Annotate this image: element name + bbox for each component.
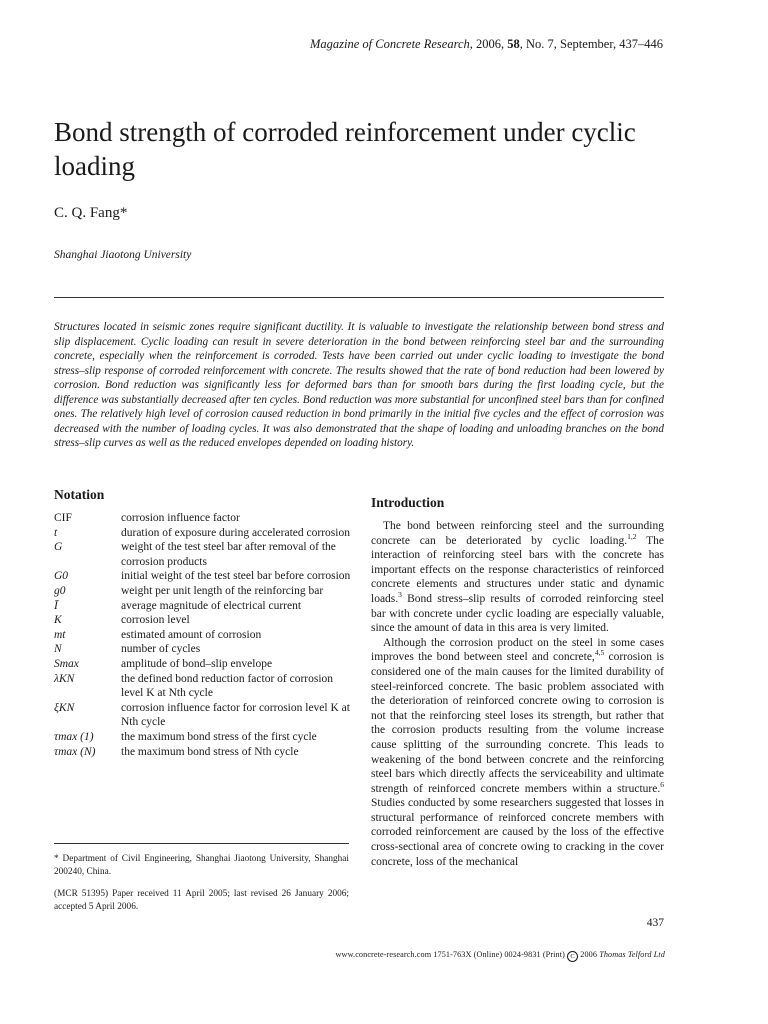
- notation-definition: weight of the test steel bar after removal of the corrosion products: [121, 541, 336, 568]
- notation-row: [54, 613, 354, 628]
- journal-name: Magazine of Concrete Research: [309, 37, 470, 51]
- introduction-heading: Introduction: [371, 495, 445, 510]
- notation-row: [54, 701, 354, 730]
- notation-symbol: G0: [54, 570, 69, 583]
- notation-definition: the defined bond reduction factor of corrosion level K at Nth cycle: [121, 672, 334, 700]
- footer-publisher: Thomas Telford Ltd: [599, 950, 665, 959]
- affiliation: Shanghai Jiaotong University: [54, 249, 192, 261]
- notation-row: [54, 642, 354, 657]
- citation-ref[interactable]: 6: [660, 779, 664, 789]
- footnote-affiliation: * Department of Civil Engineering, Shanghai Jiaotong University, Shanghai 200240, China.: [54, 854, 349, 877]
- notation-definition: the maximum bond stress of the first cycle: [121, 730, 317, 743]
- notation-row: [54, 526, 354, 541]
- notation-symbol: ξKN: [54, 701, 75, 714]
- author-list: C. Q. Fang*: [54, 205, 128, 221]
- notation-definition: corrosion influence factor: [121, 512, 240, 524]
- notation-row: [54, 628, 354, 643]
- notation-list: [54, 511, 354, 759]
- footnote-divider: [54, 843, 349, 844]
- notation-definition: corrosion influence factor for corrosion level K at Nth cycle: [121, 701, 350, 729]
- introduction-paragraph: The bond between reinforcing steel and the surrounding concrete can be deteriorated by cyclic loading.$^{1,2}$ The interaction of reinforcing steel bars with the concrete has important effects on the response characteristics of reinforced concrete elements and structures under static and dynamic loads.$^3$ Bond stress–slip results of corroded reinforcing steel bar with concrete under cyclic loading are especially valuable, since the amount of data in this area is very limited.: [371, 520, 664, 635]
- footnote-history: (MCR 51395) Paper received 11 April 2005; last revised 26 January 2006; accepted 5 April 2006.: [54, 889, 349, 912]
- page-footer: [55, 950, 665, 962]
- journal-year: 2006,: [476, 37, 505, 51]
- abstract: Structures located in seismic zones require significant ductility. It is valuable to investigate the relationship between bond stress and slip displacement. Cyclic loading can result in severe deterioration in the bond between reinforcing steel bar and the surrounding concrete, especially when the reinforcement is corroded. Tests have been carried out under cyclic loading to investigate the bond stress–slip response of corroded reinforcement with concrete. The results showed that the rate of bond reduction had been lowered by corrosion. Bond reduction was significantly less for deformed bars than for smooth bars during the first loading cycle, but the difference was substantially decreased after ten cycles. Bond reduction was more substantial for unconfined steel bars than for confined ones. The relatively high level of corrosion caused reduction in bond primarily in the initial five cycles and the effect of corrosion was decreased with the number of loading cycles. It was also demonstrated that the shape of loading and unloading branches on the bond stress–slip curves as well as the reduced envelopes depended on loading history.: [54, 321, 664, 449]
- citation-ref[interactable]: 3: [398, 590, 402, 600]
- notation-definition: initial weight of the test steel bar before corrosion: [121, 570, 351, 583]
- citation-ref[interactable]: 1,2: [627, 531, 637, 541]
- notation-symbol: Ī: [54, 599, 58, 612]
- paper-title: Bond strength of corroded reinforcement under cyclic loading: [54, 117, 636, 181]
- notation-heading: Notation: [54, 487, 105, 502]
- journal-issue-pages: , No. 7, September, 437–446: [519, 37, 663, 51]
- notation-symbol: CIF: [54, 512, 72, 524]
- notation-definition: estimated amount of corrosion: [121, 628, 262, 641]
- notation-symbol: N: [54, 643, 62, 656]
- notation-row: [54, 569, 354, 584]
- notation-row: [54, 584, 354, 599]
- notation-definition: average magnitude of electrical current: [121, 599, 302, 612]
- notation-symbol: λKN: [54, 672, 75, 685]
- notation-symbol: G: [54, 541, 63, 554]
- footer-year: 2006: [580, 950, 598, 959]
- header-divider: [54, 297, 664, 298]
- notation-row: [54, 599, 354, 614]
- notation-row: [54, 672, 354, 701]
- journal-volume: 58: [507, 37, 520, 51]
- citation-ref[interactable]: 4,5: [594, 648, 605, 658]
- page-number: 437: [646, 917, 664, 929]
- notation-row: [54, 745, 354, 760]
- notation-definition: weight per unit length of the reinforcing bar: [121, 584, 324, 597]
- notation-definition: duration of exposure during accelerated corrosion: [121, 526, 350, 539]
- journal-citation: Magazine of Concrete Research, 2006, 58, No. 7, September, 437–446: [309, 37, 663, 51]
- notation-row: [54, 511, 354, 526]
- notation-symbol: K: [54, 614, 62, 627]
- notation-symbol: t: [54, 526, 58, 539]
- notation-definition: corrosion level: [121, 614, 190, 627]
- copyright-icon: C: [567, 951, 578, 962]
- introduction-paragraph: Although the corrosion product on the steel in some cases improves the bond between steel and concrete,$^{4,5}$ corrosion is considered one of the main causes for the limited durability of steel-reinforced concrete. The basic problem associated with the deterioration of reinforced concrete owing to corrosion is not that the reinforcing steel loses its strength, but rather that the corrosion products resulting from the volume increase cause splitting of the surrounding concrete. This leads to weakening of the bond between concrete and the reinforcing steel bars which directly affects the serviceability and ultimate strength of reinforced concrete members within a structure.$^6$ Studies conducted by some researchers suggested that losses in structural performance of reinforced concrete members with corroded reinforcement are caused by the loss of the effective cross-sectional area of concrete owing to cracking in the cover concrete, loss of the mechanical: [371, 636, 665, 868]
- notation-symbol: mt: [54, 628, 66, 641]
- notation-definition: the maximum bond stress of Nth cycle: [121, 745, 299, 758]
- notation-row: [54, 540, 354, 569]
- notation-definition: number of cycles: [121, 643, 201, 656]
- notation-symbol: Smax: [54, 657, 79, 670]
- introduction-body: [371, 519, 664, 869]
- notation-symbol: τmax (N): [54, 745, 96, 758]
- footer-publication-info: www.concrete-research.com 1751-763X (Online) 0024-9831 (Print): [335, 950, 565, 959]
- notation-symbol: τmax (1): [54, 730, 94, 743]
- notation-symbol: g0: [54, 584, 66, 597]
- notation-definition: amplitude of bond–slip envelope: [121, 657, 273, 670]
- notation-row: [54, 657, 354, 672]
- notation-row: [54, 730, 354, 745]
